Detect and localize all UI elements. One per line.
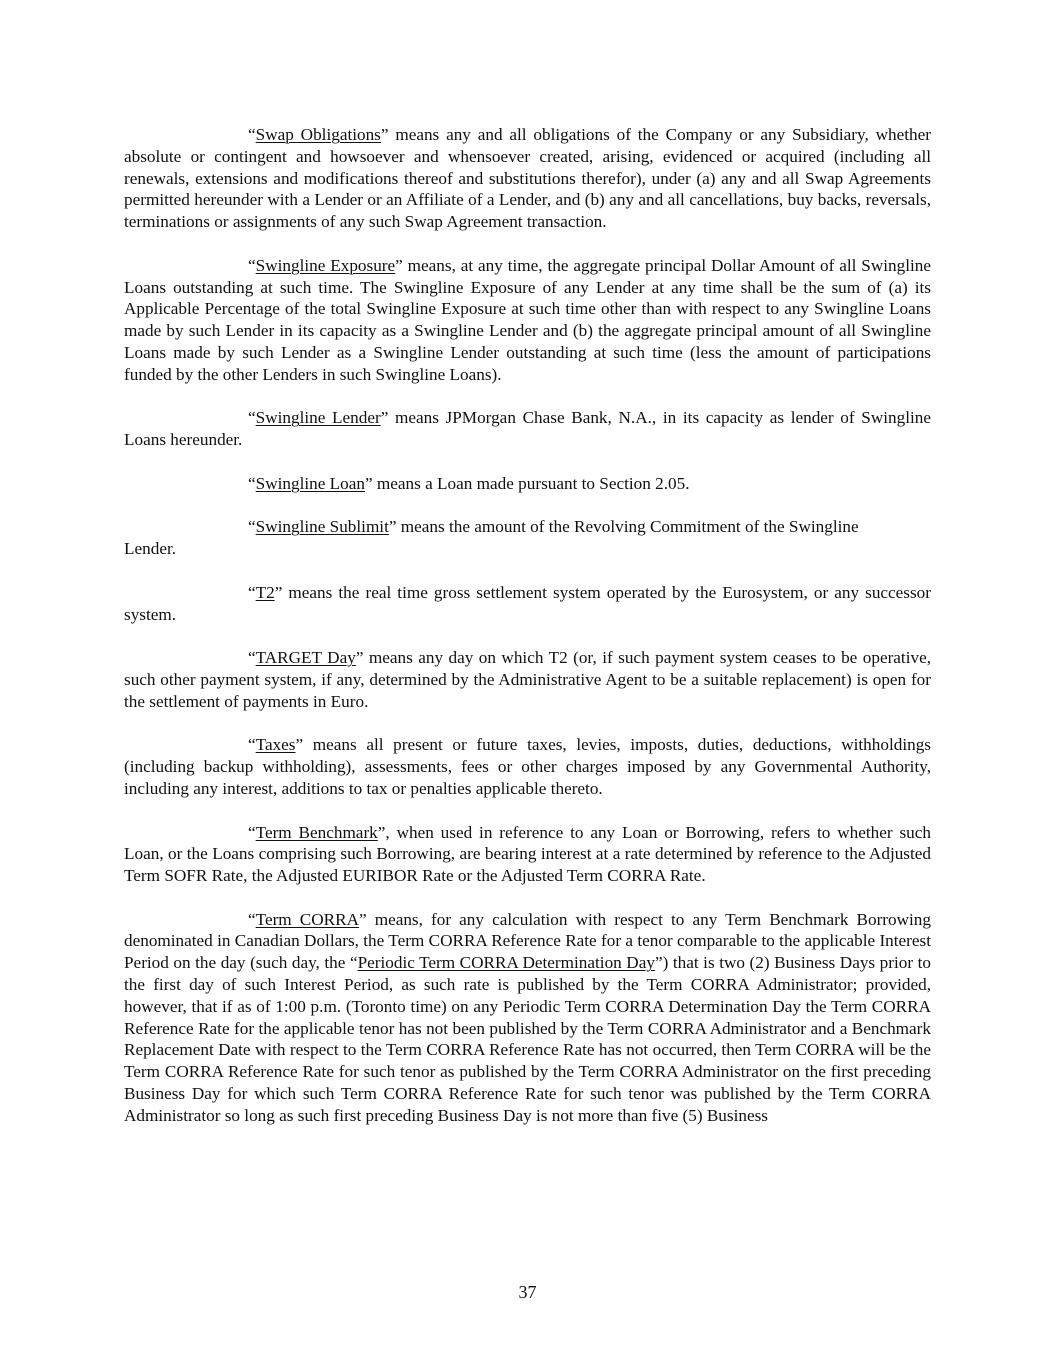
defined-term: Swingline Loan bbox=[255, 473, 365, 493]
defined-term: Swingline Exposure bbox=[255, 255, 396, 275]
definition-text: ” means any day on which T2 (or, if such payment system ceases to be operative, such other payment system, if any, determined by the Administrative Agent to be a suitable replacement) is open for the settlement of payments in Euro. bbox=[124, 648, 931, 711]
definition-text-continued: ”) that is two (2) Business Days prior to the first day of such Interest Period, as such rate is published by the Term CORRA Administrator; provided, however, that if as of 1:00 p.m. (Toronto time) on any Periodic Term CORRA Determination Day the Term CORRA Reference Rate for the applicable tenor has not been published by the Term CORRA Administrator and a Benchmark Replacement Date with respect to the Term CORRA Reference Rate has not occurred, then Term CORRA will be the Term CORRA Reference Rate for such tenor as published by the Term CORRA Administrator on the first preceding Business Day for which such Term CORRA Reference Rate for such tenor was published by the Term CORRA Administrator so long as such first preceding Business Day is not more than five (5) Business bbox=[124, 953, 931, 1125]
open-quote: “ bbox=[248, 582, 256, 602]
page-number: 37 bbox=[518, 1282, 537, 1302]
open-quote: “ bbox=[248, 648, 256, 668]
open-quote: “ bbox=[248, 125, 256, 144]
definition-taxes bbox=[124, 734, 931, 799]
open-quote: “ bbox=[248, 255, 256, 275]
defined-term: Swingline Lender bbox=[255, 408, 381, 428]
definition-text: ” means the amount of the Revolving Commitment of the Swingline bbox=[388, 517, 859, 537]
document-body bbox=[124, 124, 931, 1148]
definition-t2 bbox=[124, 582, 931, 626]
open-quote: “ bbox=[248, 408, 256, 428]
defined-term-inline: Periodic Term CORRA Determination Day bbox=[357, 953, 655, 973]
definition-text: ” means, at any time, the aggregate principal Dollar Amount of all Swingline Loans outstanding at such time. The Swingline Exposure of any Lender at any time shall be the sum of (a) its Applicable Percentage of the total Swingline Exposure at such time other than with respect to any Swingline Loans made by such Lender in its capacity as a Swingline Lender and (b) the aggregate principal amount of all Swingline Loans made by such Lender as a Swingline Lender outstanding at such time (less the amount of participations funded by the other Lenders in such Swingline Loans). bbox=[124, 255, 932, 384]
definition-text: ” means, for any calculation with respect to any Term Benchmark Borrowing denominated in Canadian Dollars, the Term CORRA Reference Rate for a tenor comparable to the applicable Interest Period on the day (such day, the “ bbox=[124, 909, 931, 973]
definition-target-day bbox=[124, 647, 931, 712]
definition-term-benchmark bbox=[124, 822, 931, 887]
open-quote: “ bbox=[248, 473, 256, 493]
definition-swingline-lender bbox=[124, 407, 931, 451]
open-quote: “ bbox=[248, 909, 256, 929]
definition-swingline-sublimit bbox=[124, 516, 931, 538]
defined-term: Term Benchmark bbox=[255, 822, 378, 842]
definition-text: ” means a Loan made pursuant to Section 2.05. bbox=[364, 473, 690, 493]
defined-term: Swingline Sublimit bbox=[255, 517, 389, 537]
definition-swingline-loan bbox=[124, 473, 931, 495]
definition-swap-obligations bbox=[124, 124, 931, 233]
open-quote: “ bbox=[248, 735, 256, 755]
definition-swingline-exposure bbox=[124, 255, 931, 386]
definition-text: ” means the real time gross settlement system operated by the Eurosystem, or any successor system. bbox=[124, 582, 931, 624]
definition-text: ” means all present or future taxes, levies, imposts, duties, deductions, withholdings (including backup withholding), assessments, fees or other charges imposed by any Governmental Authority, including any interest, additions to tax or penalties applicable thereto. bbox=[124, 735, 931, 798]
defined-term: Term CORRA bbox=[255, 909, 359, 929]
defined-term: T2 bbox=[255, 582, 275, 602]
definition-text: ” means any and all obligations of the Company or any Subsidiary, whether absolute or contingent and howsoever and whensoever created, arising, evidenced or acquired (including all renewals, extensions and modifications thereof and substitutions therefor), under (a) any and all Swap Agreements permitted hereunder with a Lender or an Affiliate of a Lender, and (b) any and all cancellations, buy backs, reversals, terminations or assignments of any such Swap Agreement transaction. bbox=[124, 125, 931, 232]
definition-text: ”, when used in reference to any Loan or Borrowing, refers to whether such Loan, or the Loans comprising such Borrowing, are bearing interest at a rate determined by reference to the Adjusted Term SOFR Rate, the Adjusted EURIBOR Rate or the Adjusted Term CORRA Rate. bbox=[124, 822, 931, 886]
open-quote: “ bbox=[248, 822, 256, 842]
definition-term-corra bbox=[124, 909, 931, 1127]
definition-swingline-sublimit-continuation: Lender. bbox=[124, 539, 177, 559]
definition-text: ” means JPMorgan Chase Bank, N.A., in its capacity as lender of Swingline Loans hereunder. bbox=[124, 408, 931, 450]
defined-term: Taxes bbox=[255, 735, 296, 755]
defined-term: Swap Obligations bbox=[255, 125, 381, 144]
open-quote: “ bbox=[248, 517, 256, 537]
defined-term: TARGET Day bbox=[255, 648, 356, 668]
